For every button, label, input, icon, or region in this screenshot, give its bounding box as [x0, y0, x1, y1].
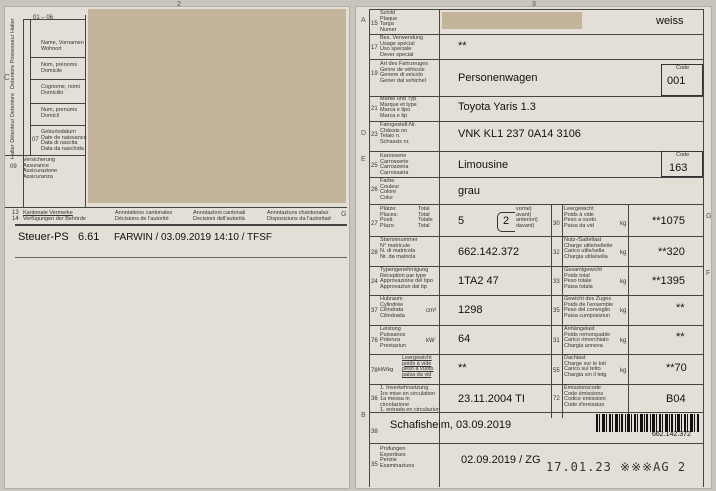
margin-letter-b: B [361, 412, 366, 419]
body-code-label: Code [676, 152, 690, 158]
inspection-stamp: 17.01.23 ※※※AG 2 [546, 460, 687, 474]
redacted-plate [442, 12, 582, 29]
reg-number-label: Stammnummer N° matricule N. di matricola Nr. da matricla [380, 237, 418, 260]
train-weight-label: Gewicht des Zuges Poids de l'ensemble Peso del convoglio Paisa cumposiziun [564, 296, 614, 319]
r23-num: 23 [371, 132, 378, 138]
displacement-value: 1298 [458, 304, 483, 316]
special-use-value: ** [458, 40, 467, 52]
r21-num: 21 [371, 106, 378, 112]
r26-num: 26 [371, 187, 378, 193]
seats-label: Plätze: Places: Posti: Plazs: [380, 206, 399, 229]
train-weight-value: ** [676, 302, 685, 314]
body-label: Karosserie Carrosserie Carrozzeria Carrossaria [380, 153, 409, 176]
make-model-label: Marke und Typ Marque et type Marca e tipo Marca e tip [380, 96, 417, 119]
field-num-label: Num, prenums Domicil [41, 107, 78, 119]
roof-load-unit: kg [620, 368, 627, 374]
cantonal-notes-label-fr: Annotations cantonales Décisions de l'autorité [115, 210, 173, 222]
margin-letter-e: E [361, 156, 366, 163]
empty-weight-value: **1075 [652, 215, 686, 227]
r30-num: 30 [553, 221, 560, 227]
payload-value: **320 [658, 246, 685, 258]
margin-letter-a: A [361, 17, 366, 24]
authority-decisions-label-de: Verfügungen der Behörde [23, 216, 86, 222]
total-weight-value: **1395 [652, 275, 686, 287]
page-number-left: 2 [177, 1, 181, 8]
cantonal-notes-label-rm: Annotaziuns chantunalas Disposiziuns da l'autoritad [267, 210, 331, 222]
r35-num: 35 [371, 462, 378, 468]
emission-code-label: Emissionscode Code émissions Codice emissioni Code d'emissiun [564, 385, 606, 408]
field-07-num: 07 [32, 137, 39, 143]
r38-num: 38 [371, 429, 378, 435]
type-approval-label: Typengenehmigung Réception par type Approvazione del tipo Approvaziun dal tip [380, 267, 433, 290]
margin-letter-f: F [706, 270, 711, 277]
field-cognome-label: Cognome, nomi Domicilio [41, 84, 80, 96]
r31-num: 31 [553, 338, 560, 344]
r33-num: 33 [553, 279, 560, 285]
power-weight-sublabel: Leergewicht poids à vide peso a vuoto paisa da vid [402, 355, 434, 378]
margin-letter-c: C [4, 73, 10, 82]
make-model-value: Toyota Yaris 1.3 [458, 101, 536, 113]
emission-code-value: B04 [666, 393, 686, 405]
vehicle-type-value: Personenwagen [458, 72, 538, 84]
empty-weight-unit: kg [620, 221, 627, 227]
r78-num: 78 [371, 368, 378, 374]
authority-14-num: 14 [12, 216, 19, 222]
seats-total-label: Total Total Totale Total [418, 206, 433, 229]
field-insurance-label: Versicherung Assurance Assicurazione Assicuranza [23, 157, 58, 180]
front-seats-value: 2 [503, 215, 510, 227]
field-09-num: 09 [10, 164, 17, 170]
left-page [4, 1, 350, 489]
steuer-ps-value: 6.61 [78, 231, 100, 243]
section-label-holder-1: Detentore Possesseur Halter [10, 18, 16, 89]
vehicle-type-code-label: Code [676, 65, 690, 71]
color-label: Farbe Couleur Colore Colur [380, 178, 400, 201]
color-value: grau [458, 185, 481, 197]
field-birthdate-label: Geburtsdatum Date de naissance Data di nascita Data da naschida [41, 129, 87, 152]
r37-num: 37 [371, 308, 378, 314]
right-page [355, 1, 712, 489]
barcode [596, 414, 700, 432]
r32-num: 32 [553, 250, 560, 256]
margin-letter-g-left: G [341, 211, 347, 218]
payload-label: Nutz-/Sattellast Charge utile/sellette Carico utile/sella Chargia utila/sella [564, 237, 613, 260]
inspections-label: Prüfungen Expertises Perizie Examinaziuns [380, 446, 415, 469]
power-unit: kW [426, 338, 435, 344]
r55-num: 55 [553, 368, 560, 374]
r27-num: 27 [371, 221, 378, 227]
reg-number-value: 662.142.372 [458, 246, 520, 258]
body-code: 163 [669, 162, 688, 174]
r15-num: 15 [371, 21, 378, 27]
roof-load-label: Dachlast Charge sur le toit Carico sul tetto Chargia sin il tetg [564, 355, 607, 378]
trailer-load-label: Anhängelast Poids remorquable Carico rimorchiato Chargia annexa [564, 326, 611, 349]
trailer-load-unit: kg [620, 338, 627, 344]
body-value: Limousine [458, 159, 509, 171]
vehicle-type-code: 001 [667, 75, 686, 87]
field-nom-label: Nom, prénoms Domicile [41, 62, 78, 74]
total-weight-unit: kg [620, 279, 627, 285]
authority-13-num: 13 [12, 210, 19, 216]
roof-load-value: **70 [666, 362, 687, 374]
r35w-num: 35 [553, 308, 560, 314]
payload-unit: kg [620, 250, 627, 256]
r25-num: 25 [371, 163, 378, 169]
margin-letter-g: G [706, 213, 712, 220]
displacement-label: Hubraum Cylindrée Cilindrata Cilindrada [380, 296, 405, 319]
barcode-text: 662.142.372 [652, 431, 691, 438]
cantonal-notes-label-it: Annotazioni cantonali Decisioni dell'autorità [193, 210, 246, 222]
seats-total-value: 5 [458, 215, 465, 227]
chassis-value: VNK KL1 237 0A14 3106 [458, 128, 581, 140]
r72-num: 72 [553, 396, 560, 402]
inspection-value: 02.09.2019 / ZG [461, 454, 541, 466]
steuer-ps-label: Steuer-PS [18, 231, 69, 243]
cantonal-notes-label-de: Kantonale Vermerke [23, 210, 73, 216]
margin-letter-d: D [361, 130, 367, 137]
section-label-holder-2: Halter Détenteur Detentore [10, 92, 16, 159]
train-weight-unit: kg [620, 308, 627, 314]
field-01-num: 01 – 06 [33, 15, 54, 21]
farwin-entry: FARWIN / 03.09.2019 14:10 / TFSF [114, 232, 273, 243]
issue-place-date: Schafisheim, 03.09.2019 [390, 419, 512, 431]
r28-num: 28 [371, 250, 378, 256]
first-registration-label: 1. Inverkehrsetzung 1re mise en circulation 1a messa in circolazione 1. entrada en circulaziun [380, 385, 440, 414]
type-approval-value: 1TA2 47 [458, 275, 499, 287]
r76-num: 76 [371, 338, 378, 344]
r17-num: 17 [371, 45, 378, 51]
power-weight-value: ** [458, 362, 467, 374]
front-seats-label: vorne) avant) anteriori) davant) [516, 206, 538, 229]
r24-num: 24 [371, 279, 378, 285]
plate-color-value: weiss [656, 15, 684, 27]
page-number-right: 3 [532, 1, 536, 8]
displacement-unit: cm³ [426, 308, 436, 314]
plate-label: Schild Plaque Targa Numer [380, 10, 398, 33]
power-label: Leistung Puissance Potenza Prestaziun [380, 326, 406, 349]
first-registration-value: 23.11.2004 TI [458, 393, 525, 405]
trailer-load-value: ** [676, 331, 685, 343]
power-value: 64 [458, 333, 471, 345]
chassis-label: Fahrgestell-Nr. Châssis no Telaio n. Schassis nr. [380, 122, 417, 145]
r19-num: 19 [371, 71, 378, 77]
vehicle-type-label: Art des Fahrzeuges Genre de véhicule Genere di veicolo Gener dal vehichel [380, 61, 428, 84]
empty-weight-label: Leergewicht Poids à vide Peso a vuoto Paisa da vid [564, 206, 597, 229]
total-weight-label: Gesamtgewicht Poids total Peso totale Paisa totala [564, 267, 602, 290]
field-name-label: Name, Vornamen Wohnort [41, 40, 84, 52]
redacted-holder-block [88, 9, 346, 203]
special-use-label: Bes. Verwendung Usage spécial Uso speciale Dever special [380, 35, 424, 58]
r36-num: 36 [371, 396, 378, 402]
power-weight-label: kW/kg [378, 367, 394, 373]
